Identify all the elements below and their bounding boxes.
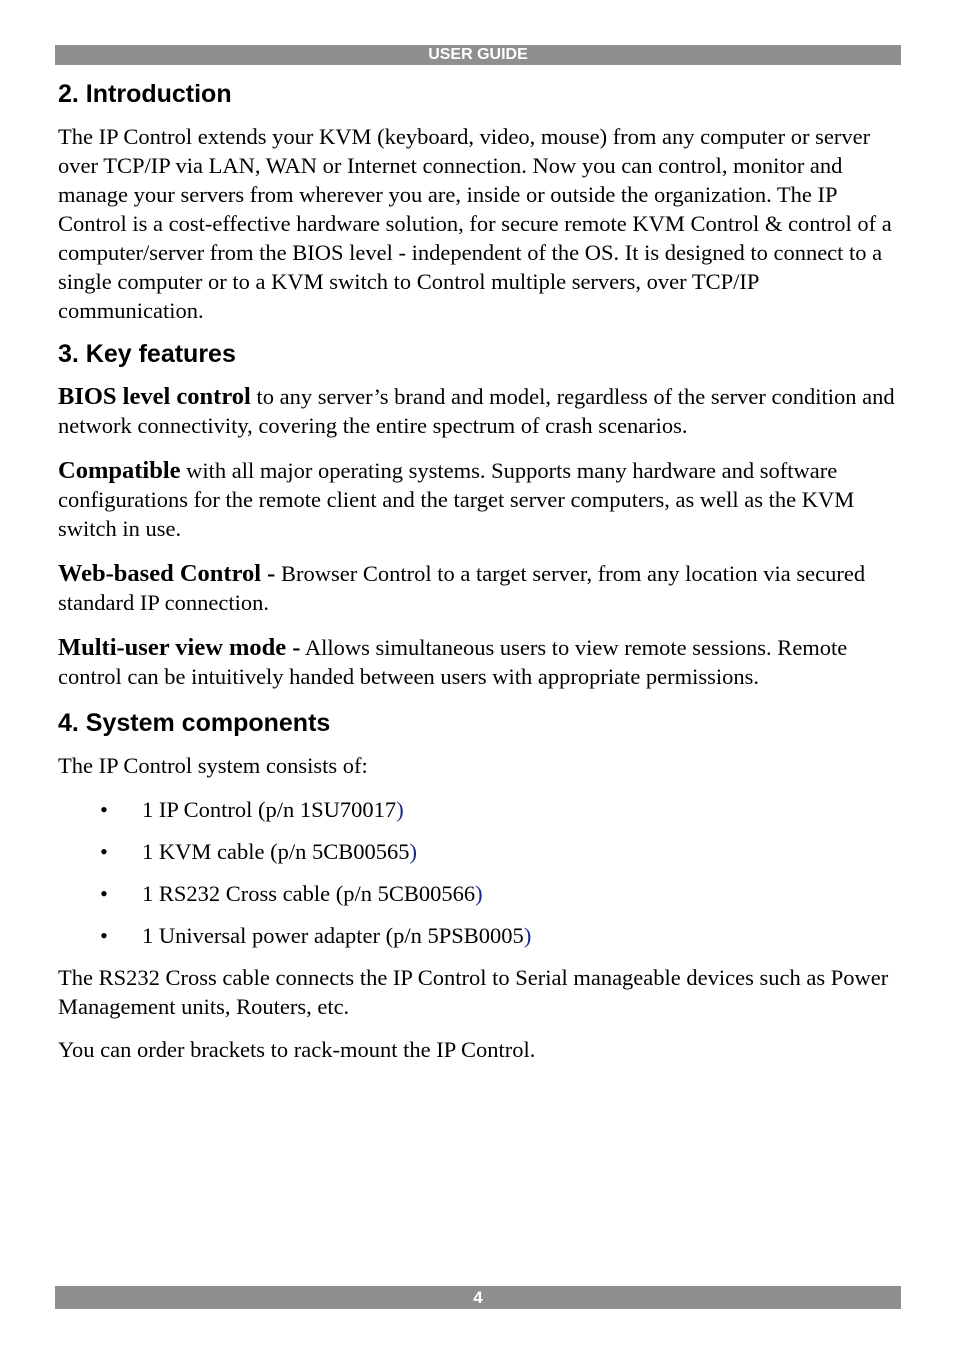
introduction-paragraph: The IP Control extends your KVM (keyboard, video, mouse) from any computer or server over TCP/IP via LAN, WAN or Internet connection. Now you can control, monitor and manage your servers from wherever you are, inside or outside the organization. The IP Control is a cost-effective hardware solution, for secure remote KVM Control & control of a computer/server from the BIOS level - independent of the OS. It is designed to connect to a single computer or to a KVM switch to Control multiple servers, over TCP/IP communication.	[58, 124, 892, 323]
list-item-text: 1 Universal power adapter (p/n 5PSB0005	[142, 923, 524, 948]
feature-description: Browser Control to a target server, from any location via secured standard IP connection.	[58, 561, 866, 615]
header-title: USER GUIDE	[428, 46, 528, 63]
list-item	[58, 837, 904, 866]
list-item-text: 1 IP Control (p/n 1SU70017	[142, 797, 397, 822]
list-item-text: 1 KVM cable (p/n 5CB00565	[142, 839, 410, 864]
feature-term: Compatible	[58, 457, 181, 484]
components-list	[58, 795, 904, 950]
page-content	[58, 78, 904, 1064]
feature-web-based-control	[58, 559, 904, 617]
feature-description: to any server’s brand and model, regardless of the server condition and network connectivity, covering the entire spectrum of crash scenarios.	[58, 384, 895, 438]
feature-term: Web-based Control -	[58, 560, 276, 587]
brackets-note: You can order brackets to rack-mount the IP Control.	[58, 1037, 536, 1062]
feature-description: with all major operating systems. Supports many hardware and software configurations for the remote client and the target server computers, as well as the KVM switch in use.	[58, 458, 855, 541]
feature-compatible	[58, 456, 904, 543]
header-bar	[55, 45, 901, 65]
list-item-close-paren: )	[409, 839, 417, 864]
feature-multi-user-view-mode	[58, 633, 904, 691]
list-item-close-paren: )	[523, 923, 532, 948]
page-number: 4	[473, 1288, 483, 1307]
bullet-icon: •	[100, 923, 108, 948]
feature-description: Allows simultaneous users to view remote sessions. Remote control can be intuitively handed between users with appropriate permissions.	[58, 635, 848, 689]
list-item-close-paren: )	[396, 797, 404, 822]
bullet-icon: •	[100, 797, 108, 822]
bullet-icon: •	[100, 881, 108, 906]
feature-bios-level-control	[58, 382, 904, 440]
section-heading-system-components: 4. System components	[58, 709, 331, 737]
list-item	[58, 921, 904, 950]
rs232-note: The RS232 Cross cable connects the IP Control to Serial manageable devices such as Power Management units, Routers, etc.	[58, 965, 889, 1019]
feature-term: Multi-user view mode -	[58, 634, 301, 661]
components-intro: The IP Control system consists of:	[58, 753, 368, 778]
section-heading-introduction: 2. Introduction	[58, 80, 232, 108]
list-item-text: 1 RS232 Cross cable (p/n 5CB00566	[142, 881, 476, 906]
footer-bar	[55, 1286, 901, 1309]
list-item	[58, 879, 904, 908]
bullet-icon: •	[100, 839, 108, 864]
feature-term: BIOS level control	[58, 383, 251, 410]
list-item	[58, 795, 904, 824]
list-item-close-paren: )	[475, 881, 483, 906]
section-heading-key-features: 3. Key features	[58, 340, 236, 368]
